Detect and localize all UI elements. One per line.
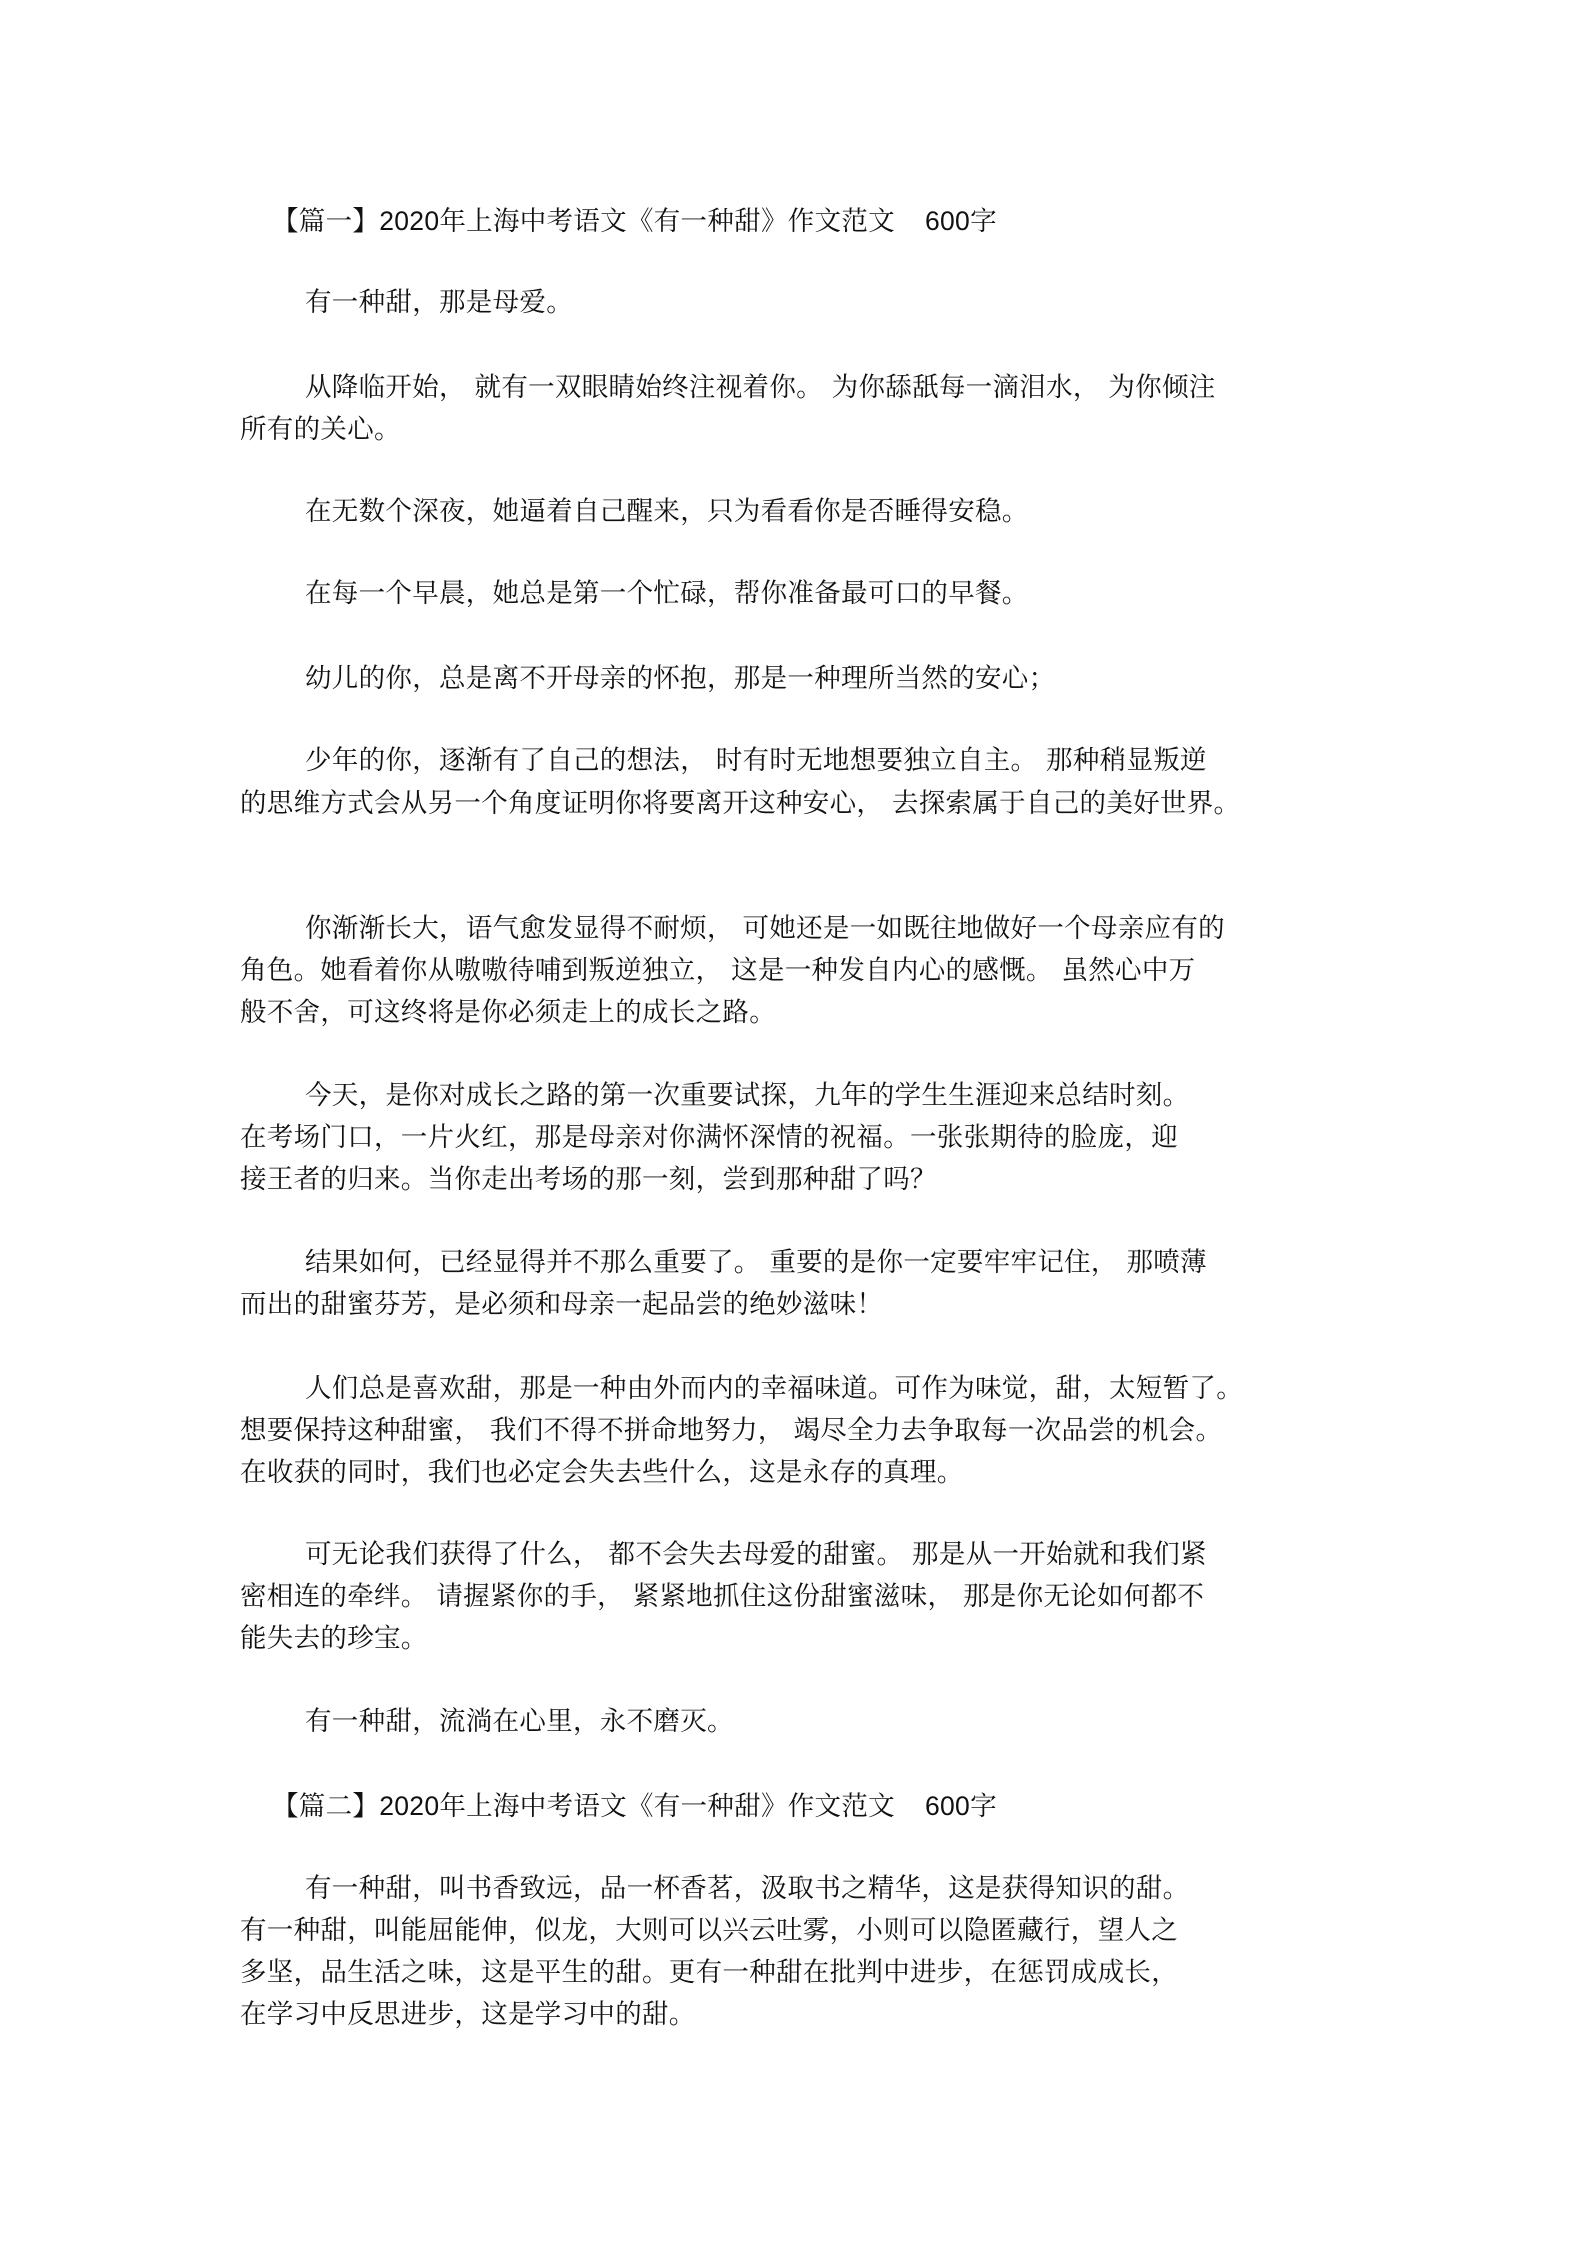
essay-2-word-count: 600 xyxy=(924,1791,971,1821)
text-line: 多坚，品生活之味，这是平生的甜。更有一种甜在批判中进步，在惩罚成成长， xyxy=(240,1957,1178,1988)
text-line: 幼儿的你，总是离不开母亲的怀抱，那是一种理所当然的安心； xyxy=(305,663,1056,694)
text-line: 有一种甜，流淌在心里，永不磨灭。 xyxy=(305,1706,734,1737)
text-line: 想要保持这种甜蜜， 我们不得不拼命地努力， 竭尽全力去争取每一次品尝的机会。 xyxy=(240,1415,1223,1446)
text-line: 结果如何，已经显得并不那么重要了。 重要的是你一定要牢牢记住， 那喷薄 xyxy=(305,1247,1207,1278)
essay-2-bracket: 【篇二】 xyxy=(272,1791,380,1822)
text-line: 人们总是喜欢甜，那是一种由外而内的幸福味道。可作为味觉，甜，太短暂了。 xyxy=(305,1373,1243,1404)
text-line: 在学习中反思进步，这是学习中的甜。 xyxy=(240,1999,696,2030)
text-line: 密相连的牵绊。 请握紧你的手， 紧紧地抓住这份甜蜜滋味， 那是你无论如何都不 xyxy=(240,1581,1205,1612)
text-line: 少年的你，逐渐有了自己的想法， 时有时无地想要独立自主。 那种稍显叛逆 xyxy=(305,745,1207,776)
essay-1-title: 年上海中考语文《有一种甜》作文范文 xyxy=(439,206,895,237)
text-line: 接王者的归来。当你走出考场的那一刻，尝到那种甜了吗？ xyxy=(240,1164,937,1195)
text-line: 有一种甜，那是母爱。 xyxy=(305,287,573,318)
essay-1-bracket: 【篇一】 xyxy=(272,206,380,237)
text-line: 所有的关心。 xyxy=(240,414,401,445)
text-line: 你渐渐长大，语气愈发显得不耐烦， 可她还是一如既往地做好一个母亲应有的 xyxy=(305,913,1225,944)
text-line: 有一种甜，叫能屈能伸，似龙，大则可以兴云吐雾，小则可以隐匿藏行，望人之 xyxy=(240,1915,1178,1946)
text-line: 今天，是你对成长之路的第一次重要试探，九年的学生生涯迎来总结时刻。 xyxy=(305,1080,1190,1111)
text-line: 从降临开始， 就有一双眼睛始终注视着你。 为你舔舐每一滴泪水， 为你倾注 xyxy=(305,372,1216,403)
essay-1-word-unit: 字 xyxy=(970,206,997,237)
essay-2-heading xyxy=(272,1793,997,1821)
text-line: 而出的甜蜜芬芳，是必须和母亲一起品尝的绝妙滋味！ xyxy=(240,1289,884,1320)
essay-1-year: 2020 xyxy=(379,206,440,236)
text-line: 在每一个早晨，她总是第一个忙碌，帮你准备最可口的早餐。 xyxy=(305,578,1029,609)
text-line: 在考场门口，一片火红，那是母亲对你满怀深情的祝福。一张张期待的脸庞，迎 xyxy=(240,1122,1178,1153)
essay-1-heading xyxy=(272,208,997,236)
essay-2-title: 年上海中考语文《有一种甜》作文范文 xyxy=(439,1791,895,1822)
text-line: 能失去的珍宝。 xyxy=(240,1623,428,1654)
text-line: 在收获的同时，我们也必定会失去些什么，这是永存的真理。 xyxy=(240,1457,964,1488)
essay-2-word-unit: 字 xyxy=(970,1791,997,1822)
text-line: 在无数个深夜，她逼着自己醒来，只为看看你是否睡得安稳。 xyxy=(305,496,1029,527)
essay-1-word-count: 600 xyxy=(924,206,971,236)
text-line: 可无论我们获得了什么， 都不会失去母爱的甜蜜。 那是从一开始就和我们紧 xyxy=(305,1539,1207,1570)
essay-2-year: 2020 xyxy=(379,1791,440,1821)
text-line: 般不舍，可这终将是你必须走上的成长之路。 xyxy=(240,997,776,1028)
text-line: 有一种甜，叫书香致远，品一杯香茗，汲取书之精华，这是获得知识的甜。 xyxy=(305,1873,1190,1904)
text-line: 角色。她看着你从嗷嗷待哺到叛逆独立， 这是一种发自内心的感慨。 虽然心中万 xyxy=(240,955,1196,986)
text-line: 的思维方式会从另一个角度证明你将要离开这种安心， 去探索属于自己的美好世界。 xyxy=(240,788,1241,819)
